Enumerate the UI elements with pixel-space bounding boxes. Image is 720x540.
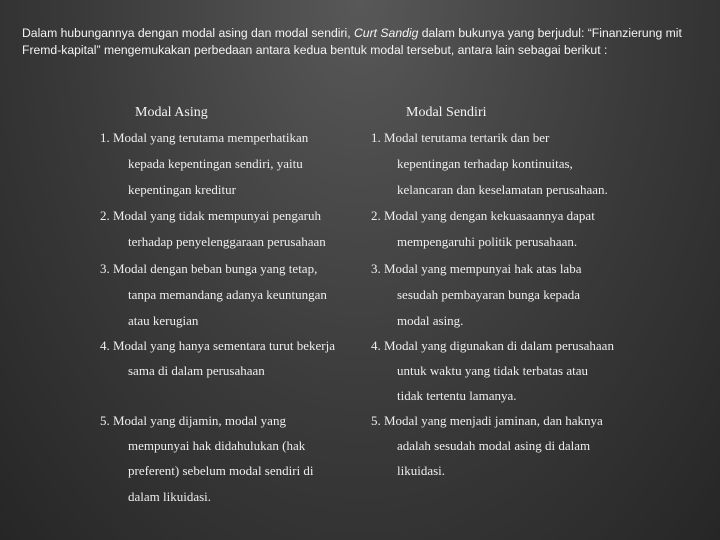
intro-paragraph xyxy=(22,25,702,59)
right-line: mempengaruhi politik perusahaan. xyxy=(397,234,578,249)
left-line: kepentingan kreditur xyxy=(128,182,236,197)
left-line: sama di dalam perusahaan xyxy=(128,363,265,378)
left-line: 4. Modal yang hanya sementara turut bekerja xyxy=(100,338,335,353)
left-line: preferent) sebelum modal sendiri di xyxy=(128,463,314,478)
right-line: tidak tertentu lamanya. xyxy=(397,388,517,403)
left-line: dalam likuidasi. xyxy=(128,489,212,504)
left-line: 1. Modal yang terutama memperhatikan xyxy=(100,130,309,145)
column-title-modal-sendiri: Modal Sendiri xyxy=(406,105,487,120)
right-line: untuk waktu yang tidak terbatas atau xyxy=(397,363,588,378)
right-line: 2. Modal yang dengan kekuasaannya dapat xyxy=(371,208,595,223)
left-line: 2. Modal yang tidak mempunyai pengaruh xyxy=(100,208,321,223)
left-line: terhadap penyelenggaraan perusahaan xyxy=(128,234,326,249)
left-line: 3. Modal dengan beban bunga yang tetap, xyxy=(100,261,318,276)
right-line: 5. Modal yang menjadi jaminan, dan haknya xyxy=(371,413,603,428)
intro-text-1: Dalam hubungannya dengan modal asing dan modal sendiri, xyxy=(22,26,354,40)
left-line: mempunyai hak didahulukan (hak xyxy=(128,438,306,453)
right-line: kelancaran dan keselamatan perusahaan. xyxy=(397,182,608,197)
right-line: likuidasi. xyxy=(397,463,446,478)
right-line: adalah sesudah modal asing di dalam xyxy=(397,438,591,453)
left-line: atau kerugian xyxy=(128,313,199,328)
right-line: 3. Modal yang mempunyai hak atas laba xyxy=(371,261,582,276)
right-line: modal asing. xyxy=(397,313,464,328)
left-line: tanpa memandang adanya keuntungan xyxy=(128,287,327,302)
right-line: 4. Modal yang digunakan di dalam perusahaan xyxy=(371,338,614,353)
column-title-modal-asing: Modal Asing xyxy=(135,105,208,120)
right-line: kepentingan terhadap kontinuitas, xyxy=(397,156,573,171)
intro-text-2: dalam bukunya yang berjudul: “Finanzierung mit Fremd-kapital” mengemukakan perbedaan antara kedua bentuk modal tersebut, antara lain sebagai berikut : xyxy=(22,26,682,57)
left-line: 5. Modal yang dijamin, modal yang xyxy=(100,413,286,428)
intro-author: Curt Sandig xyxy=(354,26,419,40)
right-line: 1. Modal terutama tertarik dan ber xyxy=(371,130,550,145)
left-line: kepada kepentingan sendiri, yaitu xyxy=(128,156,303,171)
right-line: sesudah pembayaran bunga kepada xyxy=(397,287,581,302)
